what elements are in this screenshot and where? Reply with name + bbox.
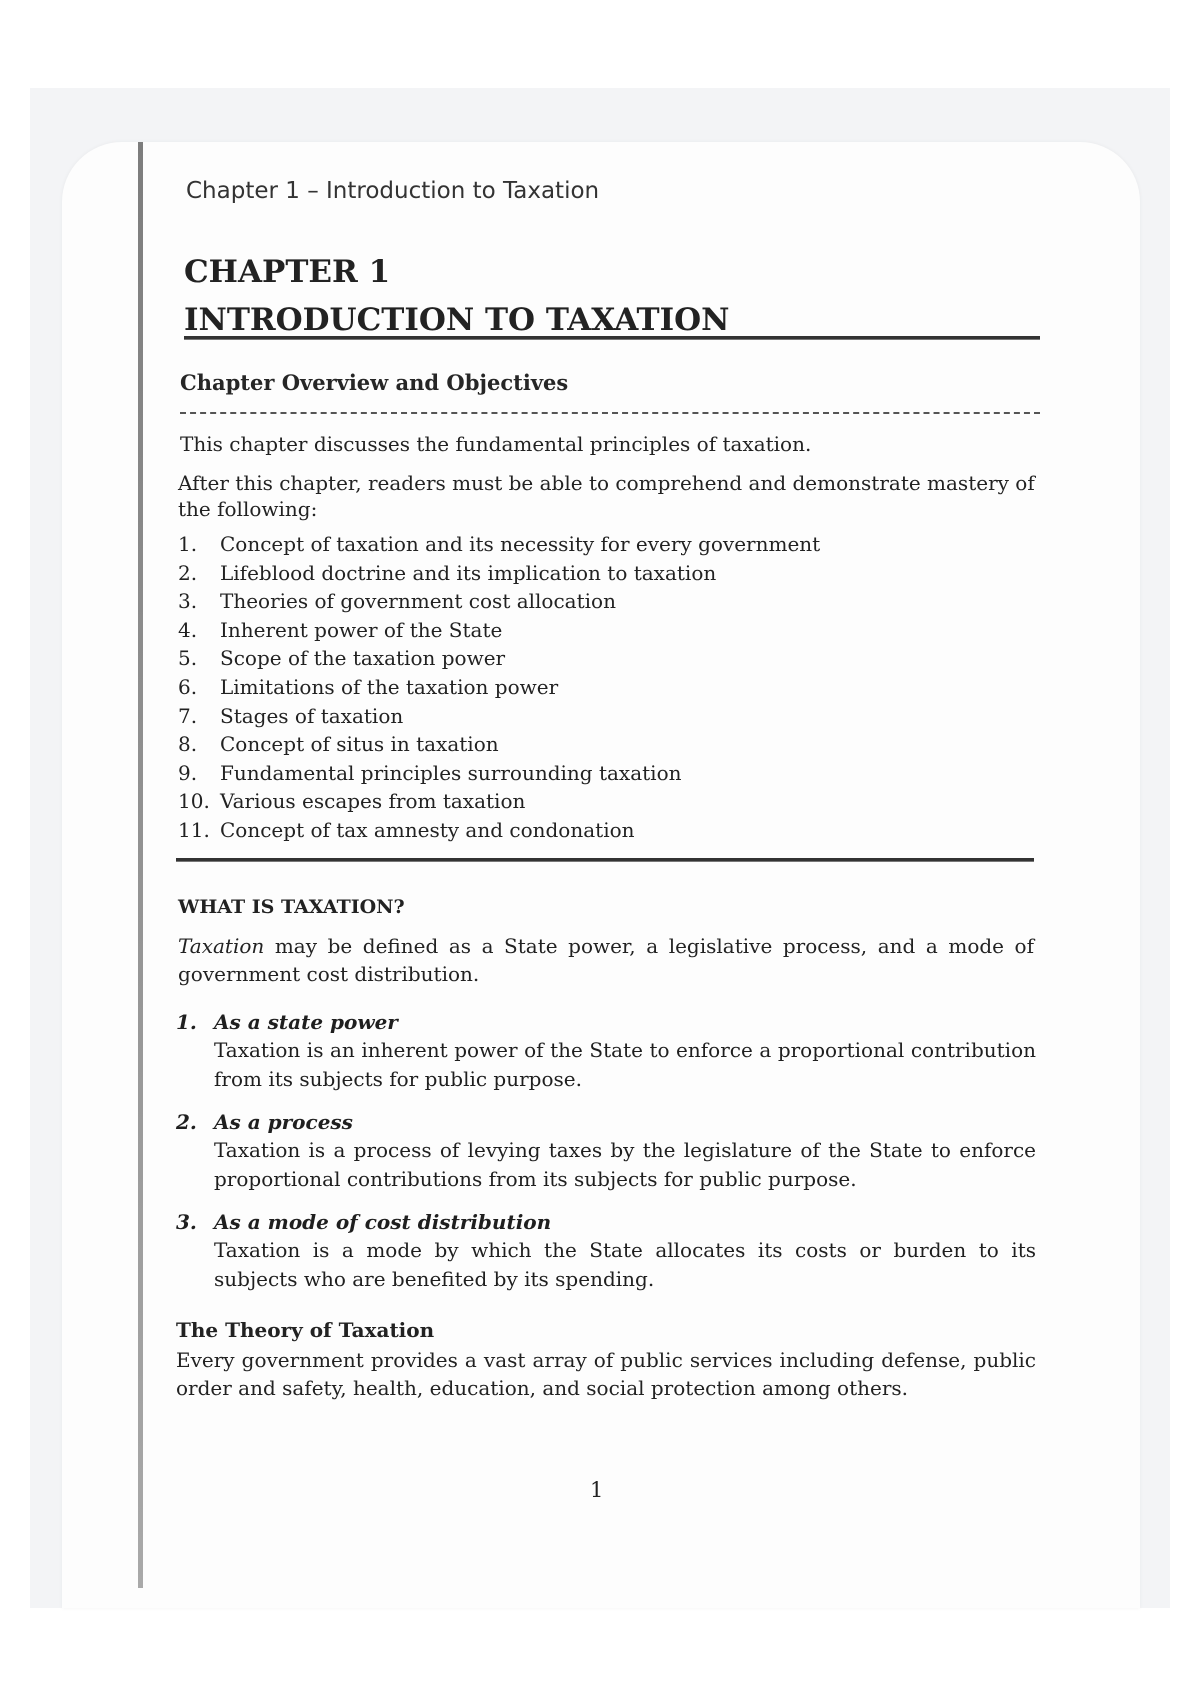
- list-item: [178, 559, 820, 588]
- item-number: 7.: [178, 703, 198, 728]
- list-item: [176, 1208, 1036, 1294]
- list-item: [178, 816, 820, 845]
- definition-text: may be defined as a State power, a legislative process, and a mode of government cost distribution.: [178, 934, 1034, 986]
- item-number: 10.: [178, 789, 210, 814]
- overview-heading: Chapter Overview and Objectives: [180, 370, 569, 395]
- dashed-rule: [180, 412, 1040, 414]
- sense-number: 2.: [176, 1110, 197, 1134]
- page-number: 1: [590, 1478, 604, 1502]
- list-item: [178, 673, 820, 702]
- item-number: 4.: [178, 617, 198, 642]
- senses-list: [176, 1008, 1036, 1308]
- section-heading: WHAT IS TAXATION?: [178, 896, 405, 918]
- item-text: Scope of the taxation power: [220, 646, 506, 671]
- theory-heading: The Theory of Taxation: [176, 1318, 435, 1342]
- sense-number: 1.: [176, 1010, 197, 1034]
- overview-lead: After this chapter, readers must be able to comprehend and demonstrate mastery of the following:: [178, 471, 1035, 521]
- item-text: Fundamental principles surrounding taxation: [220, 760, 682, 785]
- list-item: [178, 530, 820, 559]
- sense-description: Taxation is a mode by which the State allocates its costs or burden to its subjects who are benefited by its spending.: [214, 1238, 1036, 1291]
- title-rule: [184, 336, 1040, 340]
- list-item: [176, 1108, 1036, 1194]
- item-number: 3.: [178, 589, 198, 614]
- sense-label: As a mode of cost distribution: [214, 1210, 552, 1234]
- chapter-name: INTRODUCTION TO TAXATION: [184, 302, 730, 338]
- list-item: [178, 702, 820, 731]
- list-item: [178, 587, 820, 616]
- item-text: Various escapes from taxation: [220, 789, 526, 814]
- list-item: [178, 787, 820, 816]
- item-text: Stages of taxation: [220, 703, 404, 728]
- chapter-title: [184, 248, 729, 344]
- list-item: [178, 616, 820, 645]
- item-text: Concept of tax amnesty and condonation: [220, 817, 635, 842]
- running-header: Chapter 1 – Introduction to Taxation: [186, 178, 600, 204]
- item-text: Limitations of the taxation power: [220, 674, 559, 699]
- item-number: 11.: [178, 817, 210, 842]
- item-number: 2.: [178, 560, 198, 585]
- item-number: 6.: [178, 674, 198, 699]
- item-number: 5.: [178, 646, 198, 671]
- item-text: Inherent power of the State: [220, 617, 503, 642]
- list-item: [178, 730, 820, 759]
- item-text: Theories of government cost allocation: [220, 589, 616, 614]
- sense-description: Taxation is a process of levying taxes by the legislature of the State to enforce proportional contributions from its subjects for public purpose.: [214, 1138, 1036, 1191]
- item-number: 8.: [178, 732, 198, 757]
- sense-label: As a process: [214, 1110, 353, 1134]
- list-item: [178, 644, 820, 673]
- item-text: Concept of situs in taxation: [220, 732, 499, 757]
- list-end-rule: [176, 858, 1034, 862]
- sense-number: 3.: [176, 1210, 197, 1234]
- theory-paragraph: Every government provides a vast array of public services including defense, public order and safety, health, education, and social protection among others.: [176, 1348, 1036, 1400]
- list-item: [176, 1008, 1036, 1094]
- overview-intro: This chapter discusses the fundamental principles of taxation.: [180, 432, 812, 456]
- item-text: Concept of taxation and its necessity for every government: [220, 532, 821, 556]
- sense-label: As a state power: [214, 1010, 398, 1034]
- list-item: [178, 759, 820, 788]
- item-number: 9.: [178, 760, 198, 785]
- item-number: 1.: [178, 532, 198, 556]
- sense-description: Taxation is an inherent power of the State to enforce a proportional contribution from its subjects for public purpose.: [214, 1038, 1036, 1091]
- definition-term: Taxation: [178, 934, 265, 958]
- definition-paragraph: [178, 932, 1034, 988]
- item-text: Lifeblood doctrine and its implication to taxation: [220, 560, 717, 585]
- chapter-number: CHAPTER 1: [184, 254, 391, 290]
- book-spine-shadow: [138, 142, 143, 1588]
- objectives-list: [178, 530, 820, 845]
